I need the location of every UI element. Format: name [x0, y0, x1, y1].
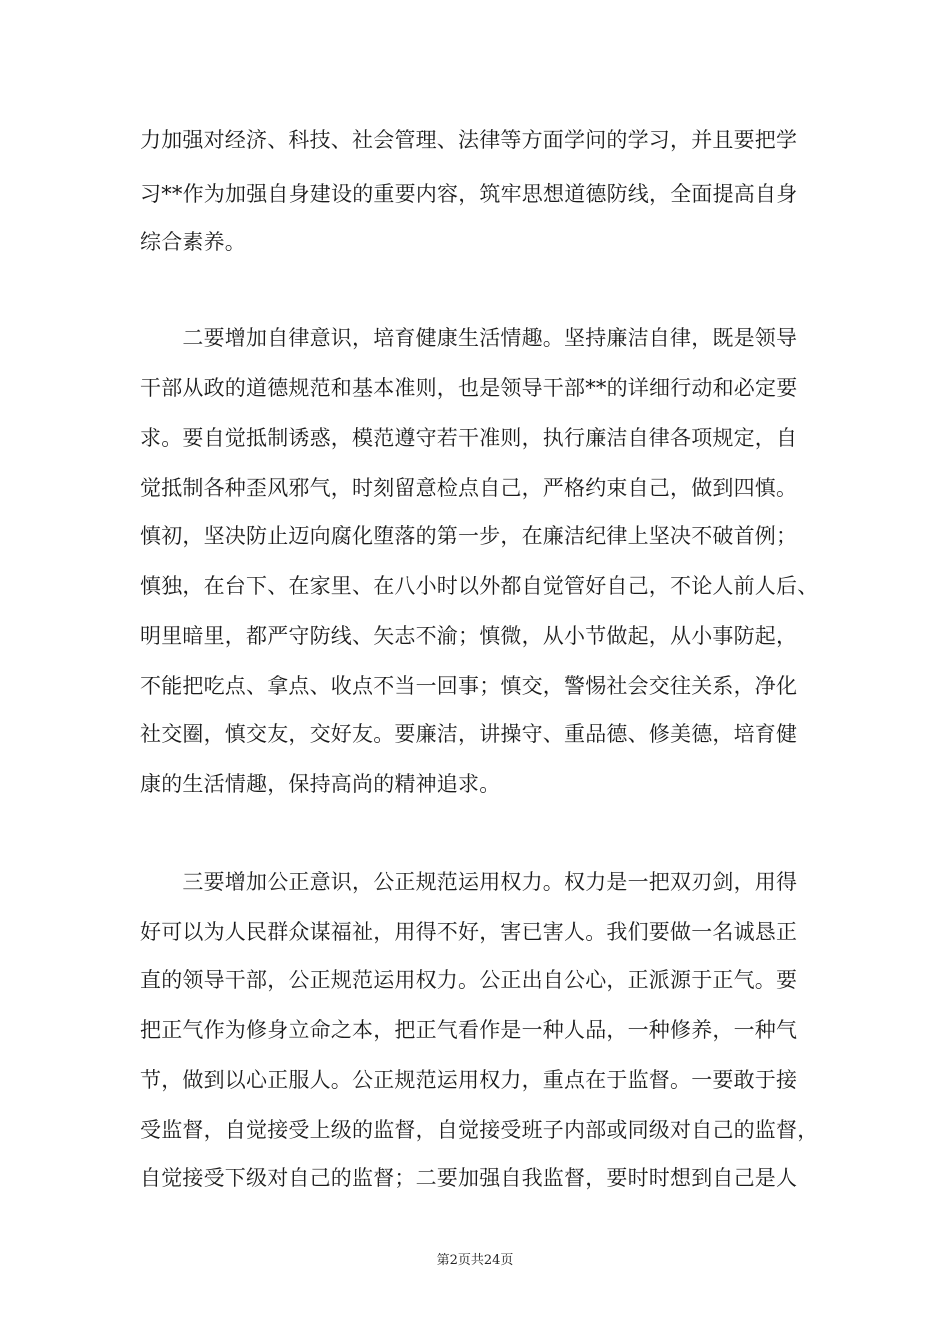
text-line: 明里暗里，都严守防线、矢志不渝；慎微，从小节做起，从小事防起，: [140, 624, 798, 648]
text-line: 三要增加公正意识，公正规范运用权力。权力是一把双刃剑，用得: [140, 870, 798, 894]
text-line: 自觉接受下级对自己的监督；二要加强自我监督，要时时想到自己是人: [140, 1166, 798, 1190]
text-line: 习**作为加强自身建设的重要内容，筑牢思想道德防线，全面提高自身: [140, 182, 798, 206]
text-line: 力加强对经济、科技、社会管理、法律等方面学问的学习，并且要把学: [140, 128, 798, 152]
text-line: 受监督，自觉接受上级的监督，自觉接受班子内部或同级对自己的监督，: [140, 1118, 819, 1142]
text-line: 综合素养。: [140, 230, 246, 254]
text-line: 不能把吃点、拿点、收点不当一回事；慎交，警惕社会交往关系，净化: [140, 674, 798, 698]
text-line: 直的领导干部，公正规范运用权力。公正出自公心，正派源于正气。要: [140, 968, 798, 992]
text-line: 把正气作为修身立命之本，把正气看作是一种人品，一种修养，一种气: [140, 1018, 798, 1042]
page-number: 第2页共24页: [436, 1253, 514, 1268]
text-line: 二要增加自律意识，培育健康生活情趣。坚持廉洁自律，既是领导: [140, 326, 798, 350]
text-line: 觉抵制各种歪风邪气，时刻留意检点自己，严格约束自己，做到四慎。: [140, 476, 798, 500]
text-line: 求。要自觉抵制诱惑，模范遵守若干准则，执行廉洁自律各项规定，自: [140, 426, 798, 450]
text-line: 干部从政的道德规范和基本准则，也是领导干部**的详细行动和必定要: [140, 376, 798, 400]
text-line: 慎独，在台下、在家里、在八小时以外都自觉管好自己，不论人前人后、: [140, 574, 819, 598]
text-line: 好可以为人民群众谋福祉，用得不好，害已害人。我们要做一名诚恳正: [140, 920, 798, 944]
text-line: 社交圈，慎交友，交好友。要廉洁，讲操守、重品德、修美德，培育健: [140, 722, 798, 746]
text-line: 节，做到以心正服人。公正规范运用权力，重点在于监督。一要敢于接: [140, 1068, 798, 1092]
text-line: 康的生活情趣，保持高尚的精神追求。: [140, 772, 501, 796]
text-line: 慎初，坚决防止迈向腐化堕落的第一步，在廉洁纪律上坚决不破首例；: [140, 524, 798, 548]
